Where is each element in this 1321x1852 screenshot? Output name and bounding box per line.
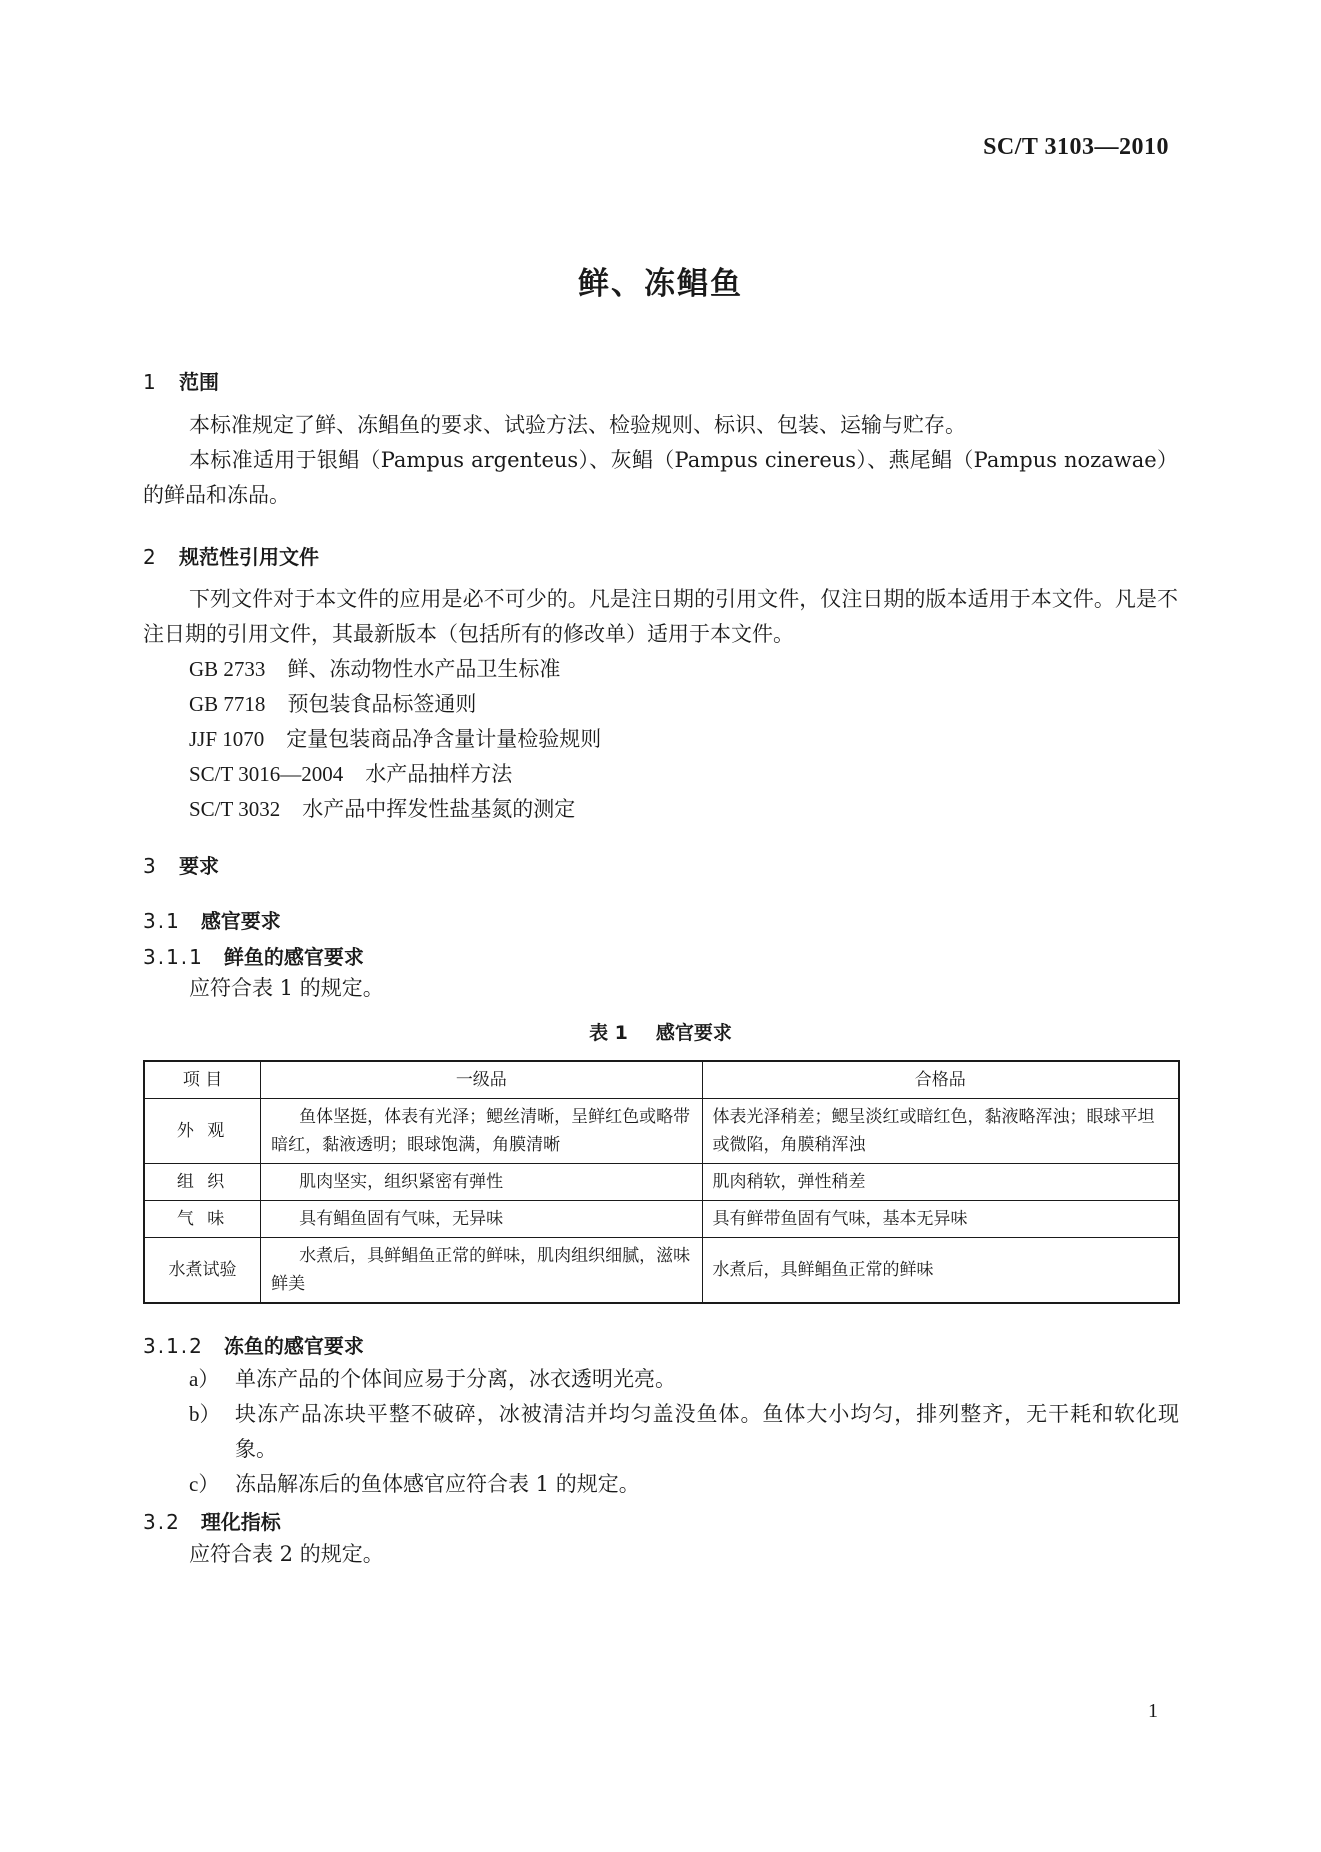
list-label: a）: [189, 1367, 220, 1391]
section-number: 2: [143, 545, 156, 569]
table-header-grade1: 一级品: [261, 1061, 702, 1099]
table-row: [144, 1201, 1179, 1238]
table-cell-grade1: 鱼体坚挺，体表有光泽；鳃丝清晰，呈鲜红色或略带暗红，黏液透明；眼球饱满，角膜清晰: [261, 1099, 702, 1164]
list-text: 冻品解冻后的鱼体感官应符合表 1 的规定。: [235, 1472, 640, 1496]
table-caption-number: 表 1: [589, 1022, 628, 1044]
reference-code: GB 2733: [189, 657, 266, 681]
list-item: [189, 1397, 1179, 1467]
reference-code: JJF 1070: [189, 727, 265, 751]
table-cell-item: 组 织: [144, 1164, 261, 1201]
list-text: 单冻产品的个体间应易于分离，冰衣透明光亮。: [235, 1367, 676, 1391]
reference-name: 定量包装商品净含量计量检验规则: [286, 727, 602, 751]
table-caption: [0, 1018, 1321, 1045]
section-1-paragraph-1: 本标准规定了鲜、冻鲳鱼的要求、试验方法、检验规则、标识、包装、运输与贮存。: [189, 413, 966, 437]
section-title: 感官要求: [200, 909, 281, 933]
table-cell-item: 气 味: [144, 1201, 261, 1238]
reference-name: 预包装食品标签通则: [287, 692, 477, 716]
section-3-2-paragraph: 应符合表 2 的规定。: [189, 1542, 384, 1566]
section-number: 1: [143, 370, 156, 394]
table-header-qualified: 合格品: [702, 1061, 1179, 1099]
table-cell-qualified: 具有鲜带鱼固有气味，基本无异味: [702, 1201, 1179, 1238]
section-1-paragraph-2: 本标准适用于银鲳（Pampus argenteus）、灰鲳（Pampus cinereus）、燕尾鲳（Pampus nozawae）的鲜品和冻品。: [143, 448, 1178, 507]
list-label: c）: [189, 1472, 220, 1496]
table-cell-qualified: 水煮后，具鲜鲳鱼正常的鲜味: [702, 1238, 1179, 1304]
reference-item: [189, 722, 601, 757]
section-title: 范围: [179, 370, 219, 394]
sensory-requirements-table: [143, 1060, 1180, 1304]
reference-code: GB 7718: [189, 692, 266, 716]
reference-item: [189, 652, 560, 687]
section-3-heading: [143, 850, 219, 879]
table-cell-qualified: 体表光泽稍差；鳃呈淡红或暗红色，黏液略浑浊；眼球平坦或微陷，角膜稍浑浊: [702, 1099, 1179, 1164]
list-item: [189, 1467, 1179, 1502]
list-label: b）: [189, 1402, 221, 1426]
section-3-1-1-heading: [143, 941, 364, 970]
table-cell-item: 外 观: [144, 1099, 261, 1164]
table-cell-grade1: 具有鲳鱼固有气味，无异味: [261, 1201, 702, 1238]
table-header-row: [144, 1061, 1179, 1099]
section-title: 冻鱼的感官要求: [223, 1334, 364, 1358]
section-2-paragraph: 下列文件对于本文件的应用是必不可少的。凡是注日期的引用文件，仅注日期的版本适用于本文件。凡是不注日期的引用文件，其最新版本（包括所有的修改单）适用于本文件。: [143, 587, 1178, 646]
table-row: [144, 1238, 1179, 1304]
section-title: 鲜鱼的感官要求: [223, 945, 364, 969]
section-3-1-heading: [143, 905, 281, 934]
section-number: 3.2: [143, 1510, 181, 1534]
section-number: 3.1.2: [143, 1334, 204, 1358]
section-title: 要求: [179, 854, 219, 878]
reference-name: 鲜、冻动物性水产品卫生标准: [287, 657, 561, 681]
list-text: 块冻产品冻块平整不破碎，冰被清洁并均匀盖没鱼体。鱼体大小均匀，排列整齐，无干耗和软化现象。: [235, 1402, 1179, 1461]
table-header-item: 项 目: [144, 1061, 261, 1099]
list-item: [189, 1362, 1179, 1397]
section-number: 3.1: [143, 909, 181, 933]
table-caption-title: 感官要求: [655, 1022, 732, 1044]
document-title: 鲜、冻鲳鱼: [578, 266, 743, 302]
standard-code: SC/T 3103—2010: [983, 134, 1169, 160]
reference-code: SC/T 3016—2004: [189, 762, 344, 786]
section-2-heading: [143, 541, 319, 570]
reference-name: 水产品中挥发性盐基氮的测定: [302, 797, 576, 821]
table-row: [144, 1099, 1179, 1164]
reference-name: 水产品抽样方法: [365, 762, 513, 786]
table-cell-grade1: 水煮后，具鲜鲳鱼正常的鲜味，肌肉组织细腻，滋味鲜美: [261, 1238, 702, 1304]
section-1-heading: [143, 366, 219, 395]
table-cell-qualified: 肌肉稍软，弹性稍差: [702, 1164, 1179, 1201]
reference-code: SC/T 3032: [189, 797, 281, 821]
section-title: 规范性引用文件: [179, 545, 319, 569]
section-3-1-1-paragraph: 应符合表 1 的规定。: [189, 976, 384, 1000]
table-row: [144, 1164, 1179, 1201]
table-cell-grade1: 肌肉坚实，组织紧密有弹性: [261, 1164, 702, 1201]
section-title: 理化指标: [200, 1510, 281, 1534]
section-number: 3.1.1: [143, 945, 204, 969]
reference-item: [189, 792, 575, 827]
section-number: 3: [143, 854, 156, 878]
page-number: 1: [1148, 1700, 1158, 1722]
table-cell-item: 水煮试验: [144, 1238, 261, 1304]
section-3-2-heading: [143, 1506, 281, 1535]
section-3-1-2-heading: [143, 1330, 364, 1359]
reference-item: [189, 757, 512, 792]
reference-item: [189, 687, 476, 722]
